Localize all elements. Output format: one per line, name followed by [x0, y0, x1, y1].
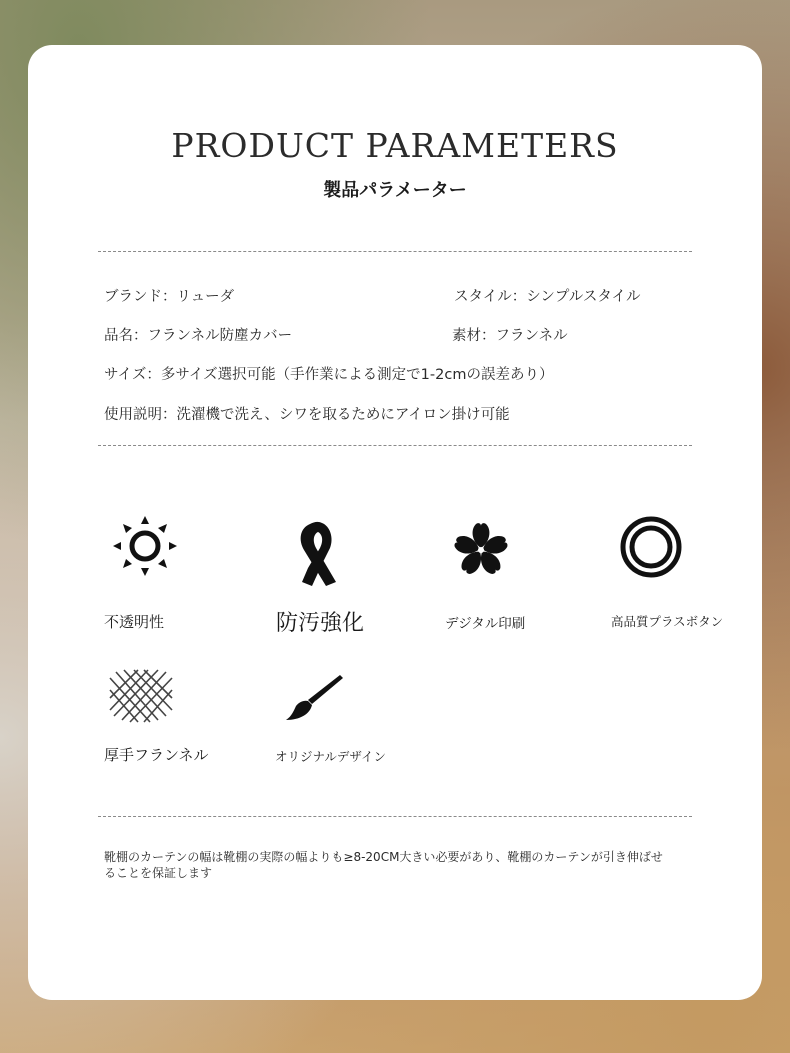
- feature-label-original-design: オリジナルデザイン: [275, 749, 387, 764]
- ribbon-icon: [290, 520, 346, 590]
- param-material: 素材：フランネル: [452, 328, 568, 344]
- feature-label-opacity: 不透明性: [104, 613, 165, 631]
- feature-label-digital-print: デジタル印刷: [445, 616, 526, 632]
- page-title-jp: 製品パラメーター: [323, 180, 467, 201]
- button-ring-icon: [618, 514, 684, 580]
- size-note: 靴棚のカーテンの幅は靴棚の実際の幅よりも≥8-20CM大きい必要があり、靴棚のカーテンが引き伸ばせることを保証します: [104, 850, 663, 880]
- paintbrush-icon: [282, 672, 344, 724]
- fabric-mesh-icon: [108, 668, 174, 724]
- flower-icon: [448, 518, 514, 582]
- feature-label-thick-flannel: 厚手フランネル: [104, 746, 209, 764]
- sun-icon: [110, 514, 180, 578]
- param-size: サイズ：多サイズ選択可能（手作業による測定で1-2cmの誤差あり）: [104, 367, 554, 383]
- param-product-name: 品名：フランネル防塵カバー: [104, 328, 293, 344]
- param-usage: 使用説明：洗濯機で洗え、シワを取るためにアイロン掛け可能: [104, 407, 510, 423]
- feature-label-stain-resistance: 防汚強化: [276, 611, 365, 636]
- page-title-en: PRODUCT PARAMETERS: [171, 126, 619, 165]
- divider-middle: [98, 445, 692, 446]
- divider-top: [98, 251, 692, 252]
- feature-label-quality-button: 高品質プラスボタン: [611, 614, 724, 629]
- param-brand: ブランド：リューダ: [104, 289, 235, 305]
- param-style: スタイル：シンプルスタイル: [454, 289, 641, 305]
- divider-bottom: [98, 816, 692, 817]
